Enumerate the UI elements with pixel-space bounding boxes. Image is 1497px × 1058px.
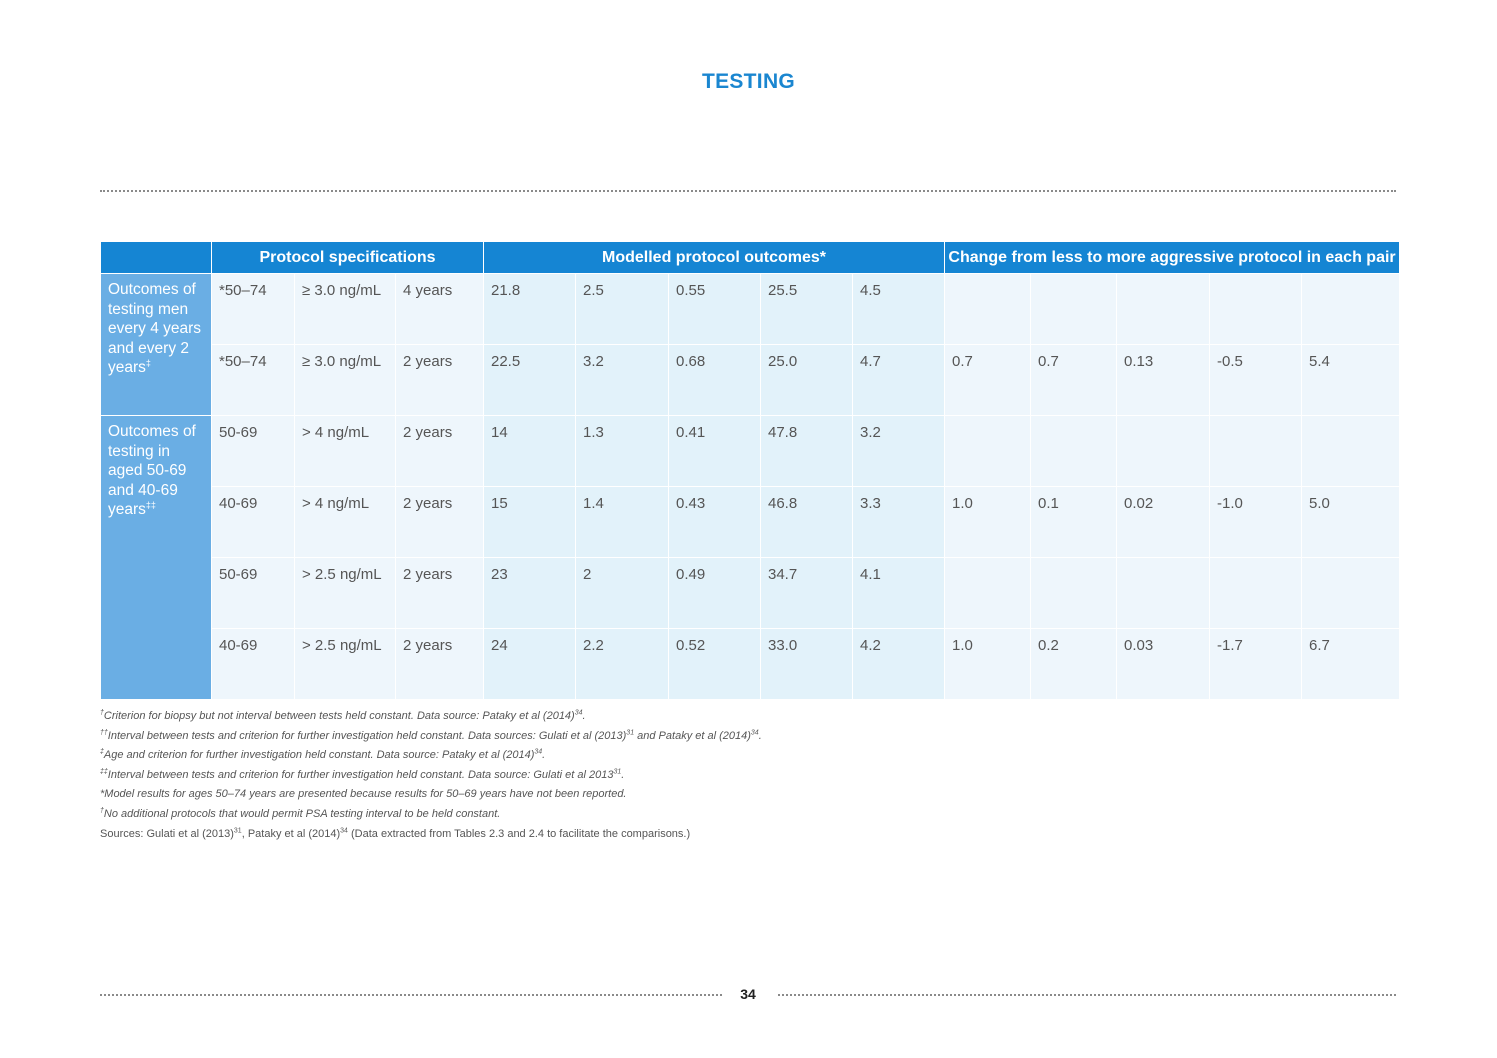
change-cell [1302, 274, 1400, 345]
change-cell: -0.5 [1210, 345, 1302, 416]
outcome-cell: 3.2 [853, 416, 945, 487]
change-cell [1210, 558, 1302, 629]
change-cell: 0.7 [1031, 345, 1117, 416]
header-change: Change from less to more aggressive protocol in each pair [945, 242, 1400, 274]
psa-threshold-cell: ≥ 3.0 ng/mL [295, 274, 396, 345]
outcome-cell: 2.5 [576, 274, 669, 345]
age-cell: 50-69 [212, 416, 295, 487]
age-cell: 40-69 [212, 487, 295, 558]
psa-threshold-cell: > 2.5 ng/mL [295, 629, 396, 700]
outcome-cell: 2.2 [576, 629, 669, 700]
outcome-cell: 1.3 [576, 416, 669, 487]
outcome-cell: 0.41 [669, 416, 761, 487]
change-cell [1031, 416, 1117, 487]
change-cell: 6.7 [1302, 629, 1400, 700]
outcome-cell: 47.8 [761, 416, 853, 487]
group-label-age-range: Outcomes of testing in aged 50-69 and 40-69 years‡‡ [101, 416, 212, 700]
age-cell: 40-69 [212, 629, 295, 700]
footnote: ‡‡Interval between tests and criterion for further investigation held constant. Data source: Gulati et al 2013$^{31}$. [100, 768, 625, 781]
outcome-cell: 23 [484, 558, 576, 629]
outcome-cell: 46.8 [761, 487, 853, 558]
outcome-cell: 0.49 [669, 558, 761, 629]
table-body [101, 274, 1400, 700]
change-cell [1117, 416, 1210, 487]
footnote: ††Interval between tests and criterion for further investigation held constant. Data sources: Gulati et al $(2013)^{31}$ and Pataky et al $(2014)^{34}$. [100, 728, 762, 742]
footnote: ‡Age and criterion for further investigation held constant. Data source: Pataky et al $(2014)^{34}$. [100, 748, 546, 762]
change-cell: 5.4 [1302, 345, 1400, 416]
footnote: †Criterion for biopsy but not interval between tests held constant. Data source: Pataky et al $(2014)^{34}$. [100, 709, 586, 722]
outcome-cell: 0.55 [669, 274, 761, 345]
outcome-cell: 3.2 [576, 345, 669, 416]
change-cell: -1.0 [1210, 487, 1302, 558]
change-cell [1302, 558, 1400, 629]
outcomes-table [100, 241, 1400, 700]
outcome-cell: 25.0 [761, 345, 853, 416]
table-row [101, 274, 1400, 345]
change-cell [1117, 274, 1210, 345]
change-cell [1302, 416, 1400, 487]
table-row [101, 558, 1400, 629]
footnote: *Model results for ages 50–74 years are presented because results for 50–69 years have not been reported. [100, 788, 627, 801]
age-cell: 50-69 [212, 558, 295, 629]
outcome-cell: 3.3 [853, 487, 945, 558]
table-row [101, 487, 1400, 558]
change-cell: 1.0 [945, 629, 1031, 700]
interval-cell: 2 years [396, 345, 484, 416]
outcome-cell: 0.68 [669, 345, 761, 416]
group-label-interval: Outcomes of testing men every 4 years and every 2 years‡ [101, 274, 212, 416]
change-cell: 0.13 [1117, 345, 1210, 416]
outcome-cell: 2 [576, 558, 669, 629]
bottom-divider-left [100, 994, 722, 996]
interval-cell: 2 years [396, 629, 484, 700]
outcomes-table-container [100, 241, 1397, 700]
change-cell [1210, 274, 1302, 345]
outcome-cell: 21.8 [484, 274, 576, 345]
outcome-cell: 25.5 [761, 274, 853, 345]
sources-note: Sources: Gulati et al $(2013)^{31}$, Pataky et al $(2014)^{34}$ (Data extracted from Tables 2.3 and 2.4 to facilitate the comparisons.) [100, 826, 691, 840]
change-cell [945, 558, 1031, 629]
outcome-cell: 4.2 [853, 629, 945, 700]
change-cell: 5.0 [1302, 487, 1400, 558]
psa-threshold-cell: > 4 ng/mL [295, 487, 396, 558]
change-cell: 0.1 [1031, 487, 1117, 558]
interval-cell: 2 years [396, 558, 484, 629]
footnotes [100, 709, 1100, 846]
change-cell: 0.7 [945, 345, 1031, 416]
change-cell [1117, 558, 1210, 629]
page-title: TESTING [701, 70, 796, 93]
outcome-cell: 4.5 [853, 274, 945, 345]
interval-cell: 2 years [396, 487, 484, 558]
change-cell [1031, 274, 1117, 345]
interval-cell: 2 years [396, 416, 484, 487]
change-cell [945, 416, 1031, 487]
outcome-cell: 34.7 [761, 558, 853, 629]
header-protocol-specifications: Protocol specifications [212, 242, 484, 274]
change-cell [1031, 558, 1117, 629]
change-cell: -1.7 [1210, 629, 1302, 700]
table-row [101, 416, 1400, 487]
change-cell: 1.0 [945, 487, 1031, 558]
age-cell: *50–74 [212, 345, 295, 416]
table-header-row [101, 242, 1400, 274]
change-cell [945, 274, 1031, 345]
outcome-cell: 1.4 [576, 487, 669, 558]
top-divider [100, 190, 1396, 192]
psa-threshold-cell: ≥ 3.0 ng/mL [295, 345, 396, 416]
page-number: 34 [740, 986, 756, 1002]
table-row [101, 345, 1400, 416]
psa-threshold-cell: > 2.5 ng/mL [295, 558, 396, 629]
outcome-cell: 24 [484, 629, 576, 700]
change-cell: 0.03 [1117, 629, 1210, 700]
footnote: †No additional protocols that would permit PSA testing interval to be held constant. [100, 807, 501, 820]
age-cell: *50–74 [212, 274, 295, 345]
outcome-cell: 4.1 [853, 558, 945, 629]
interval-cell: 4 years [396, 274, 484, 345]
outcome-cell: 22.5 [484, 345, 576, 416]
outcome-cell: 15 [484, 487, 576, 558]
change-cell: 0.2 [1031, 629, 1117, 700]
header-modelled-outcomes: Modelled protocol outcomes* [484, 242, 945, 274]
outcome-cell: 0.52 [669, 629, 761, 700]
psa-threshold-cell: > 4 ng/mL [295, 416, 396, 487]
outcome-cell: 0.43 [669, 487, 761, 558]
table-row [101, 629, 1400, 700]
bottom-divider-right [778, 994, 1396, 996]
header-blank [101, 242, 212, 274]
outcome-cell: 14 [484, 416, 576, 487]
outcome-cell: 33.0 [761, 629, 853, 700]
outcome-cell: 4.7 [853, 345, 945, 416]
change-cell: 0.02 [1117, 487, 1210, 558]
change-cell [1210, 416, 1302, 487]
